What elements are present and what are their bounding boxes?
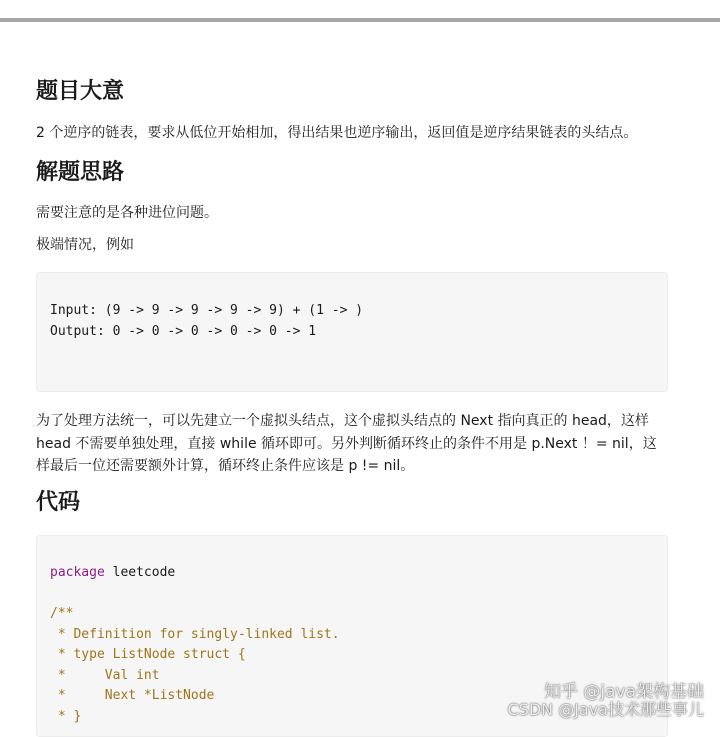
- paragraph-edge-case: 极端情况，例如: [36, 237, 134, 253]
- paragraph-dummy-head-explanation: 为了处理方法统一，可以先建立一个虚拟头结点，这个虚拟头结点的 Next 指向真正的 head，这样 head 不需要单独处理，直接 while 循环即可。另外判断循环终止的条件不用是 p.Next ！= nil，这样最后一位还需要额外计算，循环终止条件应该是 p != nil。: [36, 413, 657, 474]
- heading-code: 代码: [36, 490, 81, 515]
- code-comment-line: * Next *ListNode: [50, 688, 215, 703]
- code-package-name: leetcode: [104, 565, 176, 580]
- watermark-zhihu: 知乎 @java架构基础: [543, 682, 704, 702]
- code-comment-line: * type ListNode struct {: [50, 647, 246, 662]
- paragraph-problem-summary: 2 个逆序的链表，要求从低位开始相加，得出结果也逆序输出，返回值是逆序结果链表的头结点。: [36, 125, 638, 141]
- code-comment-line: * }: [50, 708, 82, 724]
- heading-problem-summary: 题目大意: [36, 79, 125, 104]
- top-divider-bar: [0, 18, 720, 22]
- heading-solution-idea: 解题思路: [36, 160, 125, 185]
- code-line-output: Output: 0 -> 0 -> 0 -> 0 -> 0 -> 1: [50, 323, 317, 339]
- code-comment-line: * Val int: [50, 667, 160, 683]
- code-comment-line: /**: [50, 606, 74, 621]
- code-comment-line: * Definition for singly-linked list.: [50, 626, 340, 642]
- code-line-input: Input: (9 -> 9 -> 9 -> 9 -> 9) + (1 -> ): [50, 303, 364, 318]
- code-block-example: [36, 272, 668, 392]
- code-example-text: [50, 301, 363, 342]
- watermark-csdn: CSDN @Java技术那些事儿: [507, 700, 704, 719]
- paragraph-carry-note: 需要注意的是各种进位问题。: [36, 205, 218, 221]
- code-solution-text: [50, 563, 340, 727]
- code-keyword-package: package: [50, 565, 105, 580]
